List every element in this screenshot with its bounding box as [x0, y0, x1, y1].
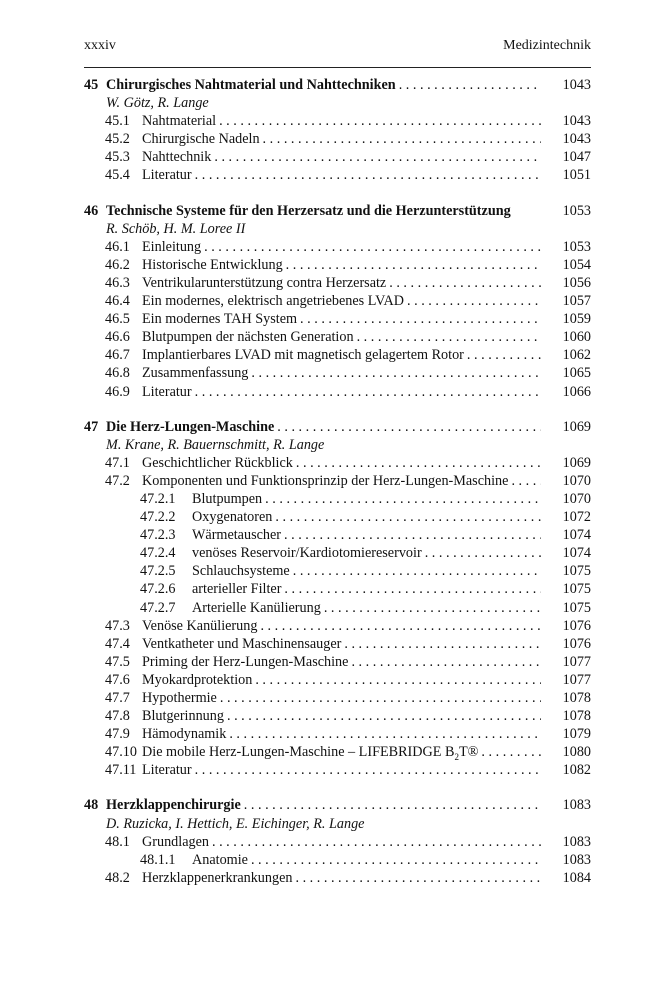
entry-title-wrap [142, 238, 541, 256]
dot-leader [425, 544, 541, 562]
entry-title-wrap [142, 292, 541, 310]
entry-title: Literatur [142, 761, 195, 779]
toc-subsection-entry[interactable] [84, 544, 591, 562]
entry-title: Grundlagen [142, 833, 212, 851]
entry-title-wrap [142, 671, 541, 689]
entry-number: 47.3 [105, 617, 130, 634]
chapter-authors: M. Krane, R. Bauernschmitt, R. Lange [106, 436, 325, 453]
toc-chapter [84, 418, 591, 780]
entry-title: Ein modernes TAH System [142, 310, 300, 328]
entry-page: 1083 [562, 833, 591, 850]
toc-chapter-entry[interactable] [84, 202, 591, 220]
entry-title-wrap [142, 328, 541, 346]
entry-page: 1043 [562, 77, 591, 93]
entry-title-wrap [142, 689, 541, 707]
entry-number: 45.1 [105, 113, 130, 130]
entry-title: Herzklappenerkrankungen [142, 869, 295, 887]
entry-page: 1078 [562, 690, 591, 706]
entry-number: 47.2.4 [140, 545, 176, 562]
dot-leader [324, 599, 541, 617]
dot-leader [357, 328, 541, 346]
entry-page: 1059 [562, 311, 591, 328]
toc-section-entry[interactable] [84, 707, 591, 725]
toc-section-entry[interactable] [84, 833, 591, 851]
dot-leader [220, 689, 541, 707]
entry-title: venöses Reservoir/Kardiotomiereservoir [192, 544, 425, 562]
entry-number: 47.9 [105, 726, 130, 743]
dot-leader [214, 148, 541, 166]
toc-subsection-entry[interactable] [84, 562, 591, 580]
entry-number: 46 [84, 202, 99, 219]
entry-title-wrap [142, 256, 541, 274]
entry-title: Myokardprotektion [142, 671, 255, 689]
toc-section-entry[interactable] [84, 310, 591, 328]
dot-leader [275, 508, 541, 526]
entry-title-wrap [192, 580, 541, 598]
entry-page: 1060 [562, 329, 591, 346]
running-title: Medizintechnik [503, 38, 591, 53]
toc-section-entry[interactable] [84, 364, 591, 382]
entry-title: Ventkatheter und Maschinensauger [142, 635, 344, 653]
entry-title: Blutpumpen [192, 490, 265, 508]
dot-leader [195, 761, 541, 779]
entry-title: Die Herz-Lungen-Maschine [106, 418, 277, 436]
entry-title-wrap [142, 346, 541, 364]
entry-number: 47.2.2 [140, 509, 176, 526]
entry-page: 1076 [562, 617, 591, 634]
entry-number: 47 [84, 418, 99, 435]
toc-section-entry[interactable] [84, 689, 591, 707]
toc-section-entry[interactable] [84, 148, 591, 166]
entry-page: 1079 [562, 726, 591, 743]
entry-number: 47.2 [105, 472, 130, 489]
dot-leader [399, 76, 541, 94]
entry-number: 46.5 [105, 311, 130, 328]
entry-number: 46.4 [105, 293, 130, 310]
entry-title-wrap [142, 130, 541, 148]
chapter-authors: W. Götz, R. Lange [106, 95, 209, 112]
entry-number: 46.3 [105, 274, 130, 291]
toc-section-entry[interactable] [84, 383, 591, 401]
toc-section-entry[interactable] [84, 869, 591, 887]
entry-number: 47.2.7 [140, 599, 176, 616]
entry-page: 1070 [562, 490, 591, 507]
dot-leader [212, 833, 541, 851]
entry-number: 46.8 [105, 365, 130, 382]
entry-title: Technische Systeme für den Herzersatz und die Herzunterstützung [106, 202, 514, 220]
toc-section-entry[interactable] [84, 653, 591, 671]
entry-title: Wärmetauscher [192, 526, 284, 544]
entry-page: 1062 [562, 347, 591, 364]
toc-section-entry[interactable] [84, 274, 591, 292]
toc-chapter [84, 202, 591, 401]
entry-title-wrap [192, 544, 541, 562]
entry-page: 1043 [562, 113, 591, 130]
entry-title-wrap [106, 796, 541, 814]
dot-leader [265, 490, 541, 508]
entry-number: 45 [84, 77, 99, 93]
entry-page: 1070 [562, 472, 591, 489]
entry-title: Die mobile Herz-Lungen-Maschine – LIFEBRIDGE $B_2T®$ [142, 743, 481, 766]
dot-leader [296, 454, 541, 472]
dot-leader [277, 418, 541, 436]
dot-leader [300, 310, 541, 328]
entry-title: Nahtmaterial [142, 112, 219, 130]
toc-subsection-entry[interactable] [84, 508, 591, 526]
entry-title-wrap [142, 653, 541, 671]
entry-title-wrap [192, 851, 541, 869]
dot-leader [286, 256, 541, 274]
toc-section-entry[interactable] [84, 635, 591, 653]
entry-page: 1075 [562, 563, 591, 580]
entry-title: Blutgerinnung [142, 707, 227, 725]
dot-leader [251, 364, 541, 382]
entry-title-wrap [142, 148, 541, 166]
dot-leader [204, 238, 541, 256]
entry-title: Chirurgische Nadeln [142, 130, 263, 148]
entry-page: 1056 [562, 274, 591, 291]
entry-page: 1054 [562, 256, 591, 273]
entry-number: 47.7 [105, 690, 130, 706]
entry-title-wrap [142, 383, 541, 401]
entry-title-wrap [192, 562, 541, 580]
entry-title: Ventrikularunterstützung contra Herzersatz [142, 274, 389, 292]
toc-chapter-entry[interactable] [84, 76, 591, 94]
entry-title: Priming der Herz-Lungen-Maschine [142, 653, 351, 671]
entry-page: 1075 [562, 599, 591, 616]
entry-title: Hämodynamik [142, 725, 229, 743]
entry-number: 47.10 [105, 744, 137, 761]
entry-number: 47.6 [105, 671, 130, 688]
entry-page: 1047 [562, 149, 591, 166]
toc-chapter [84, 796, 591, 886]
entry-title: Komponenten und Funktionsprinzip der Herz-Lungen-Maschine [142, 472, 511, 490]
entry-number: 45.3 [105, 149, 130, 166]
toc-section-entry[interactable] [84, 454, 591, 472]
entry-title-wrap [106, 76, 541, 94]
entry-number: 45.2 [105, 131, 130, 148]
entry-title-wrap [106, 418, 541, 436]
entry-title: Implantierbares LVAD mit magnetisch gelagertem Rotor [142, 346, 467, 364]
entry-page: 1074 [562, 545, 591, 562]
entry-number: 47.2.3 [140, 527, 176, 544]
entry-title-wrap [192, 490, 541, 508]
toc-chapter [84, 76, 591, 185]
entry-title: Herzklappenchirurgie [106, 796, 244, 814]
entry-page: 1083 [562, 851, 591, 868]
entry-number: 47.2.6 [140, 581, 176, 598]
entry-title: Blutpumpen der nächsten Generation [142, 328, 357, 346]
chapter-authors: R. Schöb, H. M. Loree II [106, 220, 246, 237]
dot-leader [227, 707, 541, 725]
entry-title: Anatomie [192, 851, 251, 869]
toc-section-entry[interactable] [84, 617, 591, 635]
entry-number: 48.1.1 [140, 851, 176, 868]
entry-number: 48.1 [105, 833, 130, 850]
entry-title-wrap [192, 599, 541, 617]
entry-number: 47.11 [105, 762, 137, 779]
entry-page: 1074 [562, 527, 591, 544]
dot-leader [511, 472, 541, 490]
entry-title-wrap [192, 508, 541, 526]
dot-leader [263, 130, 541, 148]
dot-leader [244, 796, 541, 814]
entry-title: Einleitung [142, 238, 204, 256]
entry-number: 46.7 [105, 347, 130, 364]
entry-title-wrap [142, 761, 541, 779]
toc-section-entry[interactable] [84, 292, 591, 310]
entry-number: 46.1 [105, 238, 130, 255]
entry-page: 1051 [562, 167, 591, 184]
toc-subsection-entry[interactable] [84, 599, 591, 617]
dot-leader [293, 562, 541, 580]
dot-leader [344, 635, 541, 653]
toc-section-entry[interactable] [84, 346, 591, 364]
entry-title: Ein modernes, elektrisch angetriebenes LVAD [142, 292, 407, 310]
dot-leader [195, 166, 541, 184]
entry-page: 1069 [562, 454, 591, 471]
dot-leader [284, 580, 541, 598]
entry-number: 47.8 [105, 708, 130, 725]
entry-title-wrap [142, 617, 541, 635]
entry-title: Nahttechnik [142, 148, 214, 166]
entry-title-wrap [192, 526, 541, 544]
page-number: xxxiv [84, 38, 116, 53]
table-of-contents [84, 76, 591, 904]
entry-page: 1083 [562, 797, 591, 814]
entry-page: 1065 [562, 365, 591, 382]
entry-page: 1066 [562, 383, 591, 400]
toc-section-entry[interactable] [84, 166, 591, 184]
entry-title: Oxygenatoren [192, 508, 275, 526]
entry-number: 47.5 [105, 653, 130, 670]
running-header [84, 38, 591, 58]
dot-leader [195, 383, 541, 401]
entry-title-wrap [142, 472, 541, 490]
entry-title-wrap [142, 364, 541, 382]
toc-chapter-entry[interactable] [84, 796, 591, 814]
entry-title-wrap [142, 725, 541, 743]
chapter-authors: D. Ruzicka, I. Hettich, E. Eichinger, R. Lange [106, 815, 365, 832]
entry-title-wrap [142, 454, 541, 472]
toc-section-entry[interactable] [84, 130, 591, 148]
toc-subsection-entry[interactable] [84, 490, 591, 508]
dot-leader [251, 851, 541, 869]
entry-number: 48 [84, 797, 99, 814]
entry-title: Geschichtlicher Rückblick [142, 454, 296, 472]
entry-number: 47.1 [105, 454, 130, 471]
toc-subsection-entry[interactable] [84, 526, 591, 544]
toc-section-entry[interactable] [84, 472, 591, 490]
entry-title: Venöse Kanülierung [142, 617, 260, 635]
toc-chapter-entry[interactable] [84, 418, 591, 436]
dot-leader [295, 869, 541, 887]
entry-page: 1053 [562, 202, 591, 219]
dot-leader [389, 274, 541, 292]
dot-leader [255, 671, 541, 689]
dot-leader [260, 617, 541, 635]
entry-page: 1069 [562, 418, 591, 435]
entry-title-wrap [142, 635, 541, 653]
entry-title-wrap [142, 166, 541, 184]
dot-leader [351, 653, 541, 671]
entry-title-wrap [142, 112, 541, 130]
entry-number: 47.2.5 [140, 563, 176, 580]
toc-section-entry[interactable] [84, 725, 591, 743]
entry-page: 1076 [562, 635, 591, 652]
toc-section-entry[interactable] [84, 671, 591, 689]
entry-title-wrap [106, 202, 541, 220]
entry-number: 45.4 [105, 167, 130, 184]
entry-number: 46.6 [105, 329, 130, 346]
dot-leader [219, 112, 541, 130]
entry-page: 1072 [562, 509, 591, 526]
toc-subsection-entry[interactable] [84, 580, 591, 598]
entry-title: Chirurgisches Nahtmaterial und Nahttechniken [106, 76, 399, 94]
entry-title: Literatur [142, 166, 195, 184]
entry-title: Hypothermie [142, 689, 220, 707]
entry-page: 1084 [562, 869, 591, 886]
entry-number: 47.4 [105, 635, 130, 652]
toc-subsection-entry[interactable] [84, 851, 591, 869]
entry-number: 46.9 [105, 383, 130, 400]
entry-page: 1078 [562, 708, 591, 725]
entry-page: 1043 [562, 131, 591, 148]
entry-title-wrap [142, 310, 541, 328]
entry-page: 1053 [562, 238, 591, 255]
entry-title: Historische Entwicklung [142, 256, 286, 274]
entry-title: arterieller Filter [192, 580, 284, 598]
entry-title-wrap [142, 833, 541, 851]
toc-section-entry[interactable] [84, 238, 591, 256]
dot-leader [407, 292, 541, 310]
toc-section-entry[interactable] [84, 112, 591, 130]
entry-title-wrap [142, 869, 541, 887]
toc-section-entry[interactable] [84, 761, 591, 779]
entry-page: 1077 [562, 671, 591, 688]
header-rule [84, 67, 591, 68]
dot-leader [284, 526, 541, 544]
entry-title: Zusammenfassung [142, 364, 251, 382]
entry-page: 1057 [562, 293, 591, 310]
entry-title: Literatur [142, 383, 195, 401]
entry-title: Arterielle Kanülierung [192, 599, 324, 617]
toc-section-entry[interactable] [84, 328, 591, 346]
toc-section-entry[interactable] [84, 256, 591, 274]
entry-title-wrap [142, 274, 541, 292]
entry-page: 1082 [562, 762, 591, 779]
entry-page: 1075 [562, 581, 591, 598]
entry-number: 48.2 [105, 869, 130, 886]
entry-page: 1080 [562, 744, 591, 761]
dot-leader [229, 725, 541, 743]
entry-number: 46.2 [105, 256, 130, 273]
entry-page: 1077 [562, 653, 591, 670]
dot-leader [467, 346, 541, 364]
entry-title: Schlauchsysteme [192, 562, 293, 580]
toc-section-entry[interactable] [84, 743, 591, 761]
entry-title-wrap [142, 707, 541, 725]
entry-number: 47.2.1 [140, 490, 176, 507]
